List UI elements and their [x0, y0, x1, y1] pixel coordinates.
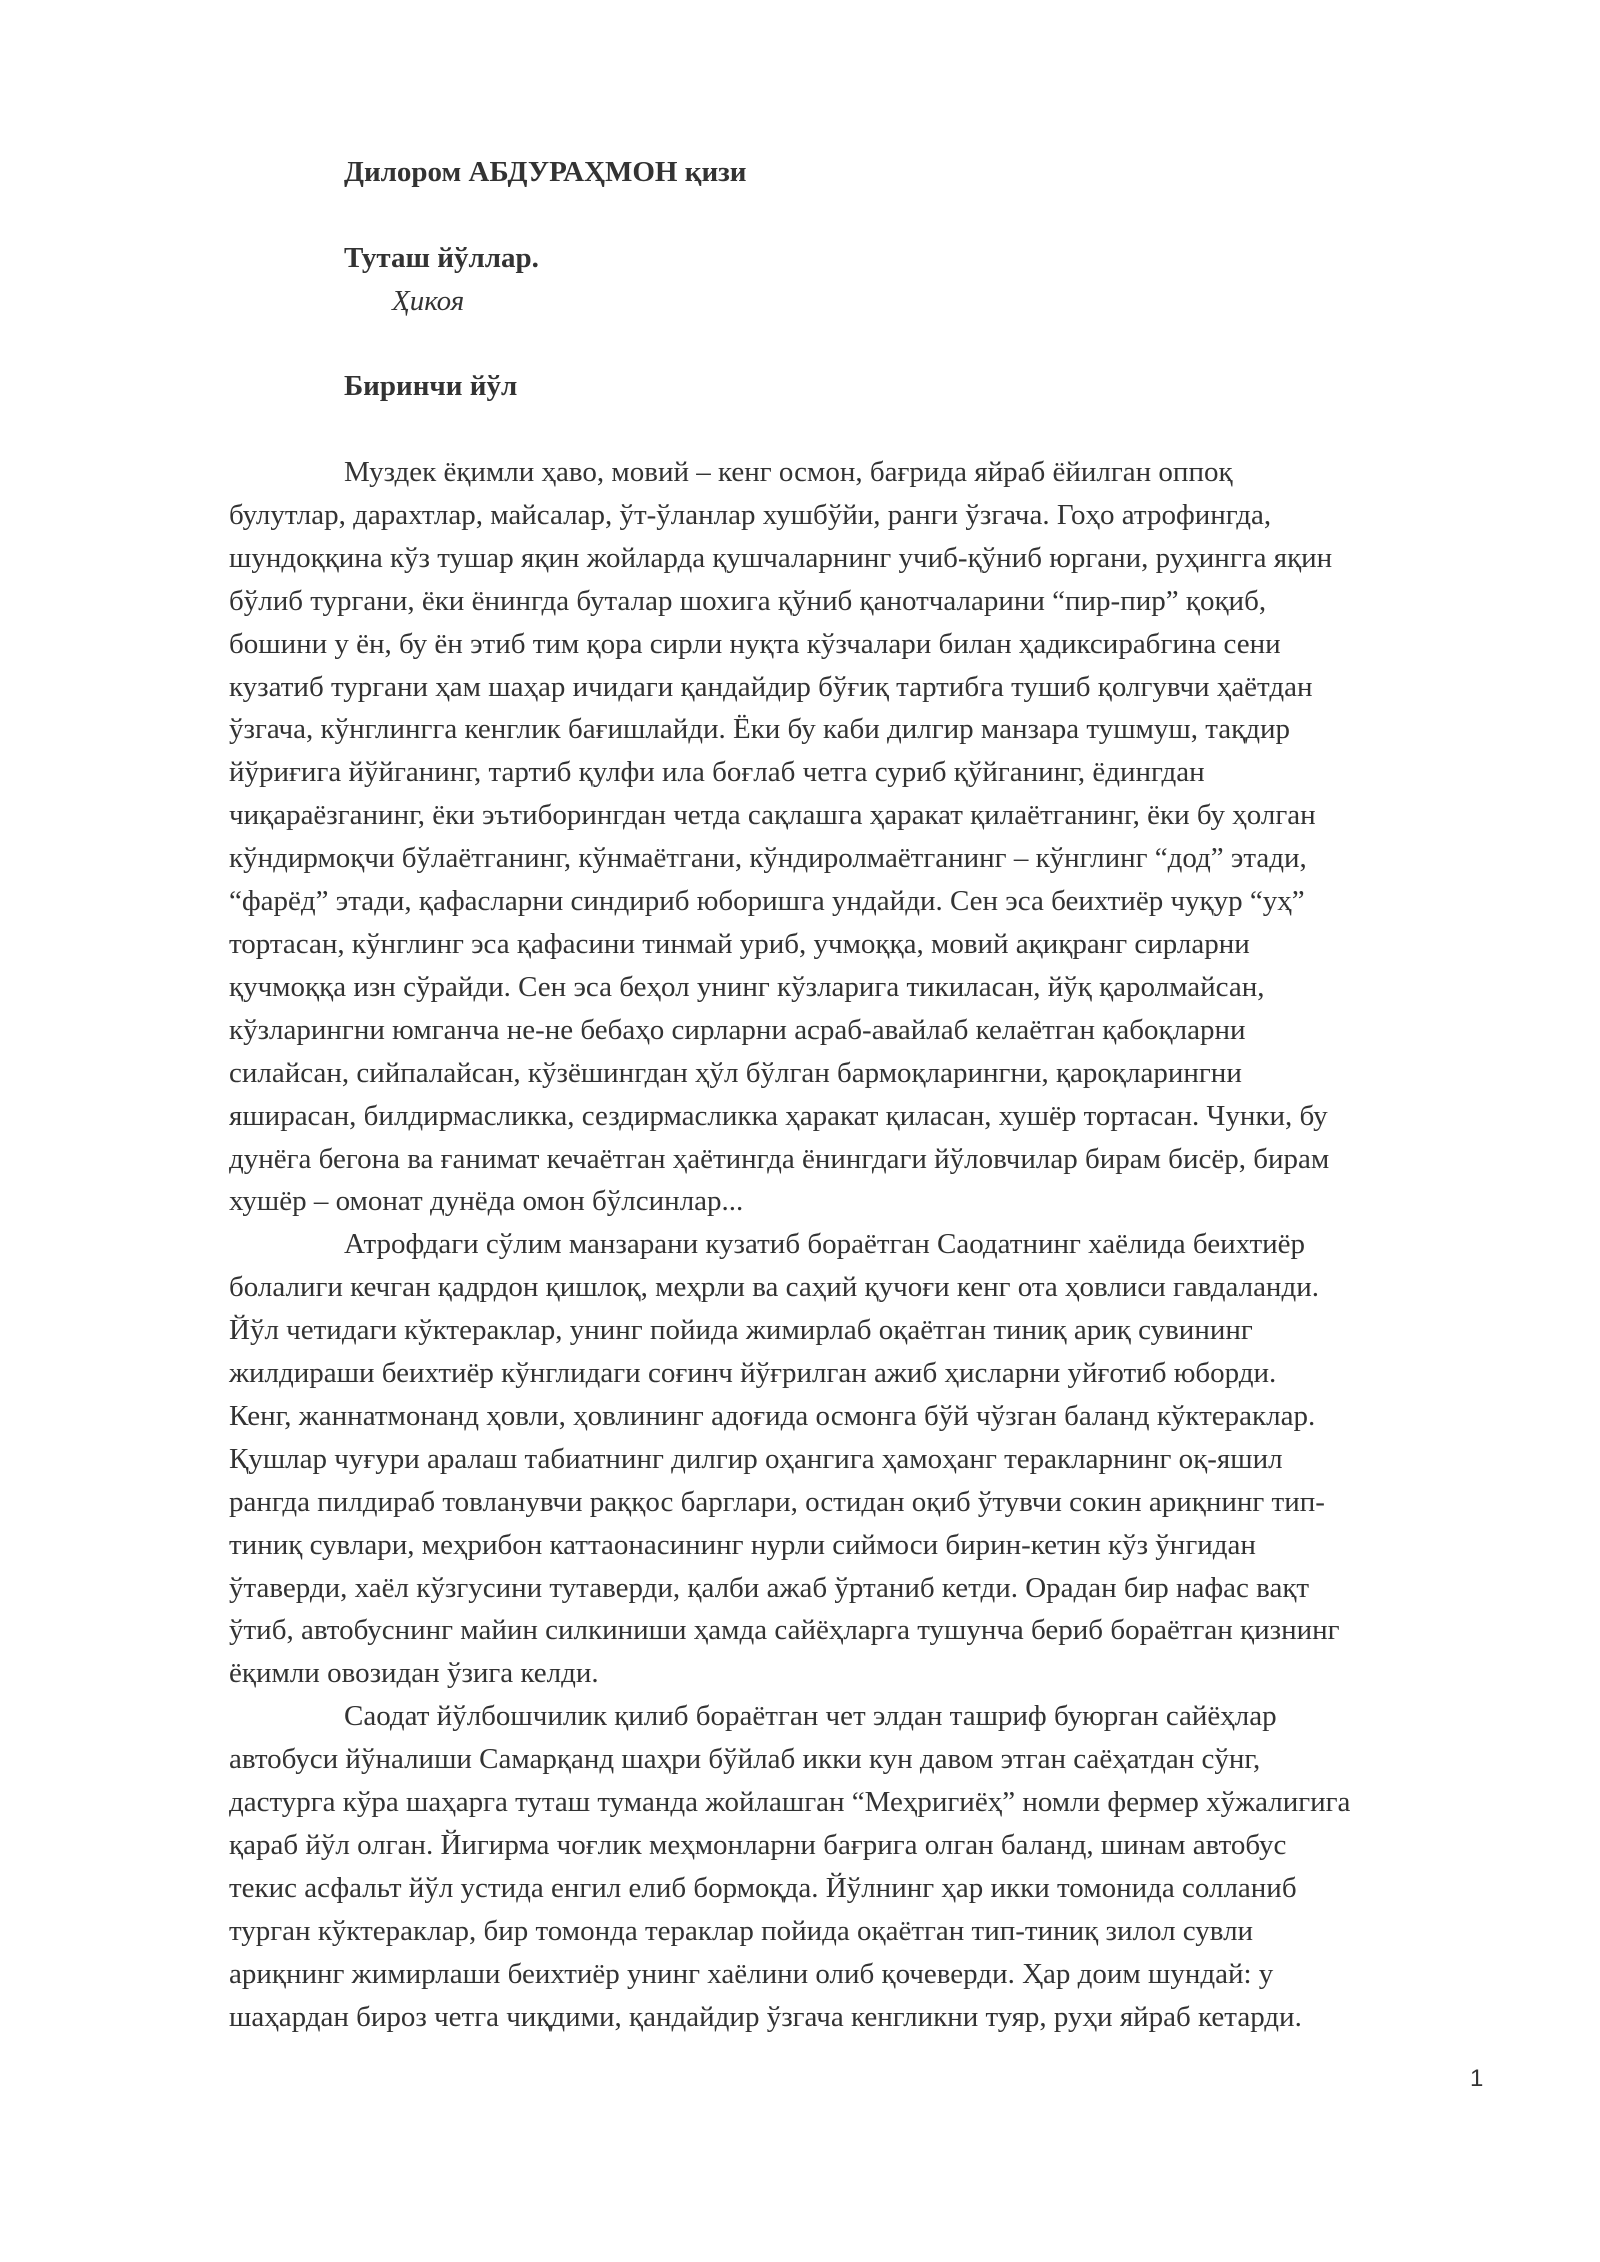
section-heading: Биринчи йўл [344, 370, 518, 402]
body-line: дастурга кўра шаҳарга туташ туманда жойлашган “Меҳригиёҳ” номли фермер хўжалигига [229, 1786, 1351, 1819]
genre-label: Ҳикоя [392, 285, 465, 317]
body-line: булутлар, дарахтлар, майсалар, ўт-ўланлар хушбўйи, ранги ўзгача. Гоҳо атрофингда, [229, 498, 1272, 531]
body-line: Қушлар чуғури аралаш табиатнинг дилгир оҳангига ҳамоҳанг теракларнинг оқ-яшил [229, 1442, 1283, 1475]
page-number: 1 [1470, 2065, 1484, 2092]
body-line: кўзларингни юмганча не-не бебаҳо сирларни асраб-авайлаб келаётган қабоқларни [229, 1013, 1246, 1046]
body-line: ўтиб, автобуснинг майин силкиниши ҳамда сайёҳларга тушунча бериб бораётган қизнинг [229, 1614, 1340, 1647]
body-line: яширасан, билдирмасликка, сездирмасликка ҳаракат қиласан, хушёр тортасан. Чунки, бу [229, 1099, 1328, 1132]
body-line: турган кўктераклар, бир томонда тераклар пойида оқаётган тип-тиниқ зилол сувли [229, 1914, 1254, 1947]
body-line: рангда пилдираб товланувчи раққос барглари, остидан оқиб ўтувчи сокин ариқнинг тип- [229, 1485, 1325, 1518]
author-name: Дилором АБДУРАҲМОН қизи [344, 156, 747, 188]
body-line: автобуси йўналиши Самарқанд шаҳри бўйлаб икки кун давом этган саёҳатдан сўнг, [229, 1743, 1261, 1776]
body-line: Саодат йўлбошчилик қилиб бораётган чет элдан ташриф буюрган сайёҳлар [344, 1700, 1277, 1733]
body-line: Атрофдаги сўлим манзарани кузатиб бораётган Саодатнинг хаёлида беихтиёр [344, 1228, 1306, 1261]
body-line: қучмоққа изн сўрайди. Сен эса беҳол унинг кўзларига тикиласан, йўқ қаролмайсан, [229, 970, 1265, 1003]
body-line: бошини у ён, бу ён этиб тим қора сирли нуқта кўзчалари билан ҳадиксирабгина сени [229, 627, 1281, 660]
body-line: Кенг, жаннатмонанд ҳовли, ҳовлининг адоғида осмонга бўй чўзган баланд кўктераклар. [229, 1399, 1316, 1432]
body-line: ўтаверди, хаёл кўзгусини тутаверди, қалби ажаб ўртаниб кетди. Орадан бир нафас вақт [229, 1571, 1310, 1604]
body-line: чиқараёзганинг, ёки эътиборингдан четда сақлашга ҳаракат қилаётганинг, ёки бу ҳолган [229, 799, 1316, 832]
body-line: болалиги кечган қадрдон қишлоқ, меҳрли ва саҳий қучоғи кенг ота ҳовлиси гавдаланди. [229, 1271, 1319, 1304]
body-line: тиниқ сувлари, меҳрибон каттаонасининг нурли сиймоси бирин-кетин кўз ўнгидан [229, 1528, 1256, 1561]
body-line: ўзгача, кўнглингга кенглик бағишлайди. Ёки бу каби дилгир манзара тушмуш, тақдир [229, 713, 1290, 746]
body-line: бўлиб тургани, ёки ёнингда буталар шохига қўниб қанотчаларини “пир-пир” қоқиб, [229, 584, 1267, 617]
body-line: хушёр – омонат дунёда омон бўлсинлар... [229, 1185, 744, 1218]
body-line: шаҳардан бироз четга чиқдими, қандайдир ўзгача кенгликни туяр, руҳи яйраб кетарди. [229, 2000, 1302, 2033]
body-line: кўндирмоқчи бўлаётганинг, кўнмаётгани, кўндиролмаётганинг – кўнглинг “дод” этади, [229, 842, 1307, 875]
body-line: Муздек ёқимли ҳаво, мовий – кенг осмон, бағрида яйраб ёйилган оппоқ [344, 456, 1233, 488]
story-title: Туташ йўллар. [344, 242, 539, 274]
body-line: текис асфальт йўл устида енгил елиб бормоқда. Йўлнинг ҳар икки томонида солланиб [229, 1871, 1297, 1904]
body-line: силайсан, сийпалайсан, кўзёшингдан ҳўл бўлган бармоқларингни, қароқларингни [229, 1056, 1242, 1089]
body-line: “фарёд” этади, қафасларни синдириб юборишга ундайди. Сен эса беихтиёр чуқур “уҳ” [229, 885, 1305, 918]
body-line: дунёга бегона ва ғанимат кечаётган ҳаётингда ёнингдаги йўловчилар бирам бисёр, бирам [229, 1142, 1330, 1175]
body-line: жилдираши беихтиёр кўнглидаги соғинч йўғрилган ажиб ҳисларни уйғотиб юборди. [229, 1357, 1277, 1390]
body-line: шундоққина кўз тушар яқин жойларда қушчаларнинг учиб-қўниб юргани, руҳингга яқин [229, 541, 1333, 574]
body-line: қараб йўл олган. Йигирма чоғлик меҳмонларни бағрига олган баланд, шинам автобус [229, 1829, 1287, 1861]
body-line: кузатиб тургани ҳам шаҳар ичидаги қандайдир бўғиқ тартибга тушиб қолгувчи ҳаётдан [229, 670, 1313, 703]
body-line: ариқнинг жимирлаши беихтиёр унинг хаёлини олиб қочеверди. Ҳар доим шундай: у [229, 1957, 1274, 1990]
body-line: йўриғига йўйганинг, тартиб қулфи ила боғлаб четга суриб қўйганинг, ёдингдан [229, 756, 1205, 789]
story-body [229, 451, 1499, 2039]
body-line: ёқимли овозидан ўзига келди. [229, 1657, 599, 1690]
body-line: тортасан, кўнглинг эса қафасини тинмай уриб, учмоққа, мовий ақиқранг сирларни [229, 927, 1250, 960]
body-line: Йўл четидаги кўктераклар, унинг пойида жимирлаб оқаётган тиниқ ариқ сувининг [229, 1314, 1253, 1347]
